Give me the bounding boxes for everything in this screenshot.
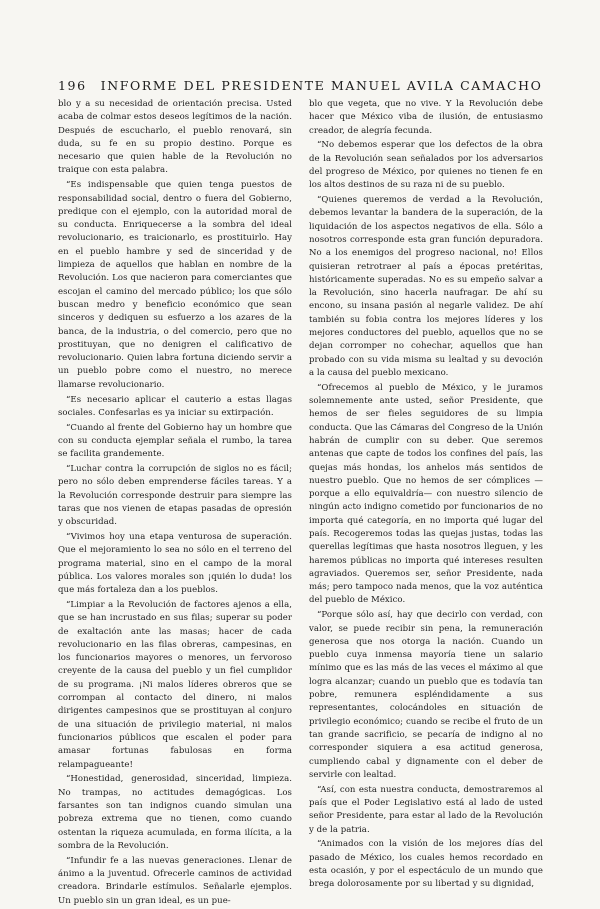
paragraph: “Así, con esta nuestra conducta, demostraremos al país que el Poder Legislativo está al lado de usted señor Presidente, para estar al lado de la Revolución y de la patria. [309,784,543,835]
left-column [58,98,292,909]
running-title: INFORME DEL PRESIDENTE MANUEL AVILA CAMACHO [100,78,543,93]
paragraph: blo y a su necesidad de orientación precisa. Usted acaba de colmar estos deseos legítimos de la nación. Después de escucharlo, el pueblo renovará, sin duda, su fe en su propio destino. Porque es necesario que quien hable de la Revolución no traique con esta palabra. [58,99,292,176]
paragraph: “Honestidad, generosidad, sinceridad, limpieza. No trampas, no actitudes demagógicas. Los farsantes son tan indignos cuando simulan una pobreza extrema que no tienen, como cuando ostentan la riqueza acumulada, en forma ilícita, a la sombra de la Revolución. [58,774,292,851]
paragraph: “Infundir fe a las nuevas generaciones. Llenar de ánimo a la juventud. Ofrecerle caminos de actividad creadora. Brindarle estímulos. Señalarle ejemplos. Un pueblo sin un gran ideal, es un pue- [58,855,292,906]
page-number: 196 [58,78,87,93]
paragraph: “Ofrecemos al pueblo de México, y le juramos solemnemente ante usted, señor Presidente, que hemos de ser fieles seguidores de su limpia conducta. Que las Cámaras del Congreso de la Unión habrán de cumplir con su deber. Que seremos antenas que capte de todos los confines del país, las quejas más hondas, los anhelos más sentidos de nuestro pueblo. Que no hemos de ser cómplices —porque a ello equivaldría— con nuestro silencio de ningún acto indigno cometido por funcionarios de no importa qué categoría, en no importa qué lugar del país. Recogeremos todas las quejas justas, todas las querellas legítimas que hasta nosotros lleguen, y les haremos públicas no importa qué intereses resulten agraviados. Queremos ser, señor Presidente, nada más; pero tampoco nada menos, que la voz auténtica del pueblo de México. [309,382,543,606]
paragraph: “Limpiar a la Revolución de factores ajenos a ella, que se han incrustado en sus filas; superar su poder de exaltación ante las masas; hacer de cada revolucionario en las filas obreras, campesinas, en los funcionarios mayores o menores, un fervoroso creyente de la causa del pueblo y un fiel cumplidor de su programa. ¡Ni malos líderes obreros que se corrompan al contacto del dinero, ni malos dirigentes campesinos que se prostituyan al conjuro de una situación de privilegio material, ni malos funcionarios públicos que escalen el poder para amasar fortunas fabulosas en forma relampagueante! [58,599,292,770]
paragraph: “Vivimos hoy una etapa venturosa de superación. Que el mejoramiento lo sea no sólo en el terreno del programa material, sino en el campo de la moral pública. Los valores morales son ¡quién lo duda! los que más fortaleza dan a los pueblos. [58,532,292,596]
right-column [309,98,543,893]
paragraph: “Es necesario aplicar el cauterio a estas llagas sociales. Confesarlas es ya iniciar su extirpación. [58,394,292,418]
paragraph: “Animados con la visión de los mejores días del pasado de México, los cuales hemos recordado en esta ocasión, y por el espectáculo de un mundo que brega dolorosamente por su libertad y su dignidad, [309,839,543,890]
page-header [58,78,545,93]
paragraph: “Es indispensable que quien tenga puestos de responsabilidad social, dentro o fuera del Gobierno, predique con el ejemplo, con la autoridad moral de su conducta. Enriquecerse a la sombra del ideal revolucionario, es traicionarlo, es prostituirlo. Hay en el pueblo hambre y sed de sinceridad y de limpieza de aquellos que hablan en nombre de la Revolución. Los que nacieron para comerciantes que escojan el camino del mercado público; los que sólo buscan medro y beneficio económico que sean sinceros y dediquen su esfuerzo a los azares de la banca, de la industria, o del comercio, pero que no prostituyan, que no denigren el calificativo de revolucionario. Quien labra fortuna diciendo servir a un pueblo pobre como el nuestro, no merece llamarse revolucionario. [58,180,292,390]
paragraph: “Porque sólo así, hay que decirlo con verdad, con valor, se puede recibir sin pena, la remuneración generosa que nos otorga la nación. Cuando un pueblo cuya inmensa mayoría tiene un salario mínimo que es las más de las veces el máximo al que logra alcanzar; cuando un pueblo que es todavía tan pobre, remunera espléndidamente a sus representantes, colocándoles en situación de privilegio económico; cuando se recibe el fruto de un tan grande sacrificio, se pecaría de indigno al no corresponder siquiera a esa actitud generosa, cumpliendo cabal y dignamente con el deber de servirle con lealtad. [309,610,543,780]
paragraph: “No debemos esperar que los defectos de la obra de la Revolución sean señalados por los adversarios del progreso de México, por quienes no tienen fe en los altos destinos de su raza ni de su pueblo. [309,140,543,191]
paragraph: “Quienes queremos de verdad a la Revolución, debemos levantar la bandera de la superación, de la liquidación de los aspectos negativos de ella. Sólo a nosotros corresponde esta gran función depuradora. No a los enemigos del progreso nacional, no! Ellos quisieran retrotraer al país a épocas pretéritas, históricamente superadas. No es su empeño salvar a la Revolución, sino hacerla naufragar. De ahí su encono, su insana pasión al negarle validez. De ahí también su fobia contra los mejores líderes y los mejores conductores del pueblo, aquellos que no se dejan corromper no cohechar, aquellos que han probado con su vida misma su lealtad y su devoción a la causa del pueblo mexicano. [309,195,543,378]
paragraph: “Luchar contra la corrupción de siglos no es fácil; pero no sólo deben emprenderse fáciles tareas. Y a la Revolución corresponde destruir para siempre las taras que nos vienen de etapas pasadas de opresión y obscuridad. [58,464,292,528]
paragraph: blo que vegeta, que no vive. Y la Revolución debe hacer que México viba de ilusión, de entusiasmo creador, de alegría fecunda. [309,99,543,136]
paragraph: “Cuando al frente del Gobierno hay un hombre que con su conducta ejemplar señala el rumbo, la tarea se facilita grandemente. [58,422,292,460]
